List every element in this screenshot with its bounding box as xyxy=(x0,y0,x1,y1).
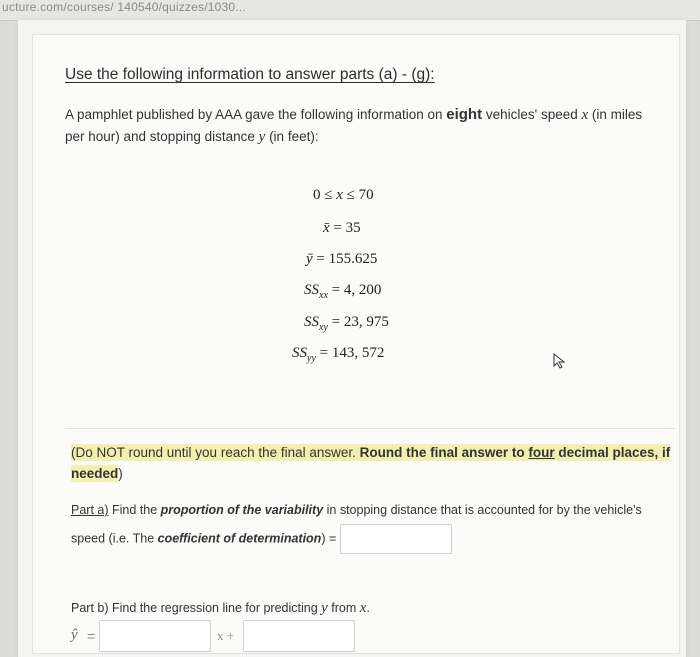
browser-url-bar[interactable] xyxy=(0,0,700,21)
part-b-text-1: Find the regression line for predicting xyxy=(108,601,322,615)
y-hat-label: ŷ xyxy=(71,627,78,643)
equals-sign: = xyxy=(87,628,96,644)
note-bold-1: Round the final answer to xyxy=(359,445,529,460)
x-plus-label: x + xyxy=(217,628,235,643)
stat-y-mean: ȳ = 155.625 xyxy=(306,251,378,267)
intro-bold-eight: eight xyxy=(446,106,483,123)
stat-ssxy: $SS_{xy} = 23$, 975 xyxy=(304,314,389,333)
note-bold-underlined: four xyxy=(528,445,555,460)
question-card xyxy=(32,34,680,654)
intro-text-2: vehicles' speed xyxy=(482,107,582,122)
question-intro xyxy=(65,104,665,148)
section-divider xyxy=(65,428,675,429)
slope-input[interactable] xyxy=(99,620,211,652)
intro-text-1: A pamphlet published by AAA gave the following information on xyxy=(65,107,447,122)
note-bold-2: decimal places, if needed xyxy=(71,445,671,481)
part-a-text-1: Find the xyxy=(108,503,161,517)
regression-line-row xyxy=(71,620,391,654)
stat-x-range: 0 ≤ x ≤ 70 xyxy=(313,187,374,203)
rounding-instructions xyxy=(71,442,671,484)
part-b-var-x: x xyxy=(359,600,367,616)
note-text: (Do NOT round until you reach the final answer. xyxy=(71,445,360,460)
question-heading: Use the following information to answer parts (a) - (g): xyxy=(65,66,435,83)
part-a-emphasis-2: coefficient of determination xyxy=(157,531,322,546)
intercept-input[interactable] xyxy=(243,620,355,652)
url-text: ucture.com/courses/ 140540/quizzes/1030... xyxy=(2,0,246,14)
stat-ssxx: $SS_{xx} = 4$, 200 xyxy=(304,282,382,301)
part-b-label: Part b) xyxy=(71,601,109,615)
mouse-cursor-icon xyxy=(553,353,567,369)
intro-text-4: (in feet): xyxy=(265,129,319,144)
note-close: ) xyxy=(118,466,123,481)
quiz-page xyxy=(18,20,686,657)
part-a-text-2: in stopping distance that is accounted for by the vehicle's speed (i.e. The xyxy=(71,503,642,546)
var-y: y xyxy=(258,129,266,145)
part-a-label: Part a) xyxy=(71,503,109,517)
part-b-text-3: . xyxy=(366,601,370,615)
part-a-text-3: ) = xyxy=(321,531,337,546)
part-a-question xyxy=(71,497,671,554)
part-b-var-y: y xyxy=(321,600,328,616)
part-b-question xyxy=(71,600,370,617)
stat-x-mean: x̄ = 35 xyxy=(323,220,361,236)
part-a-emphasis: proportion of the variability xyxy=(160,503,324,517)
intro-text-3: (in miles per hour) and stopping distance xyxy=(65,107,643,144)
stat-ssyy: $SS_{yy} = 143$, 572 xyxy=(292,345,385,364)
part-b-text-2: from xyxy=(327,601,360,615)
var-x: x xyxy=(581,107,589,123)
part-a-answer-input[interactable] xyxy=(340,524,452,554)
